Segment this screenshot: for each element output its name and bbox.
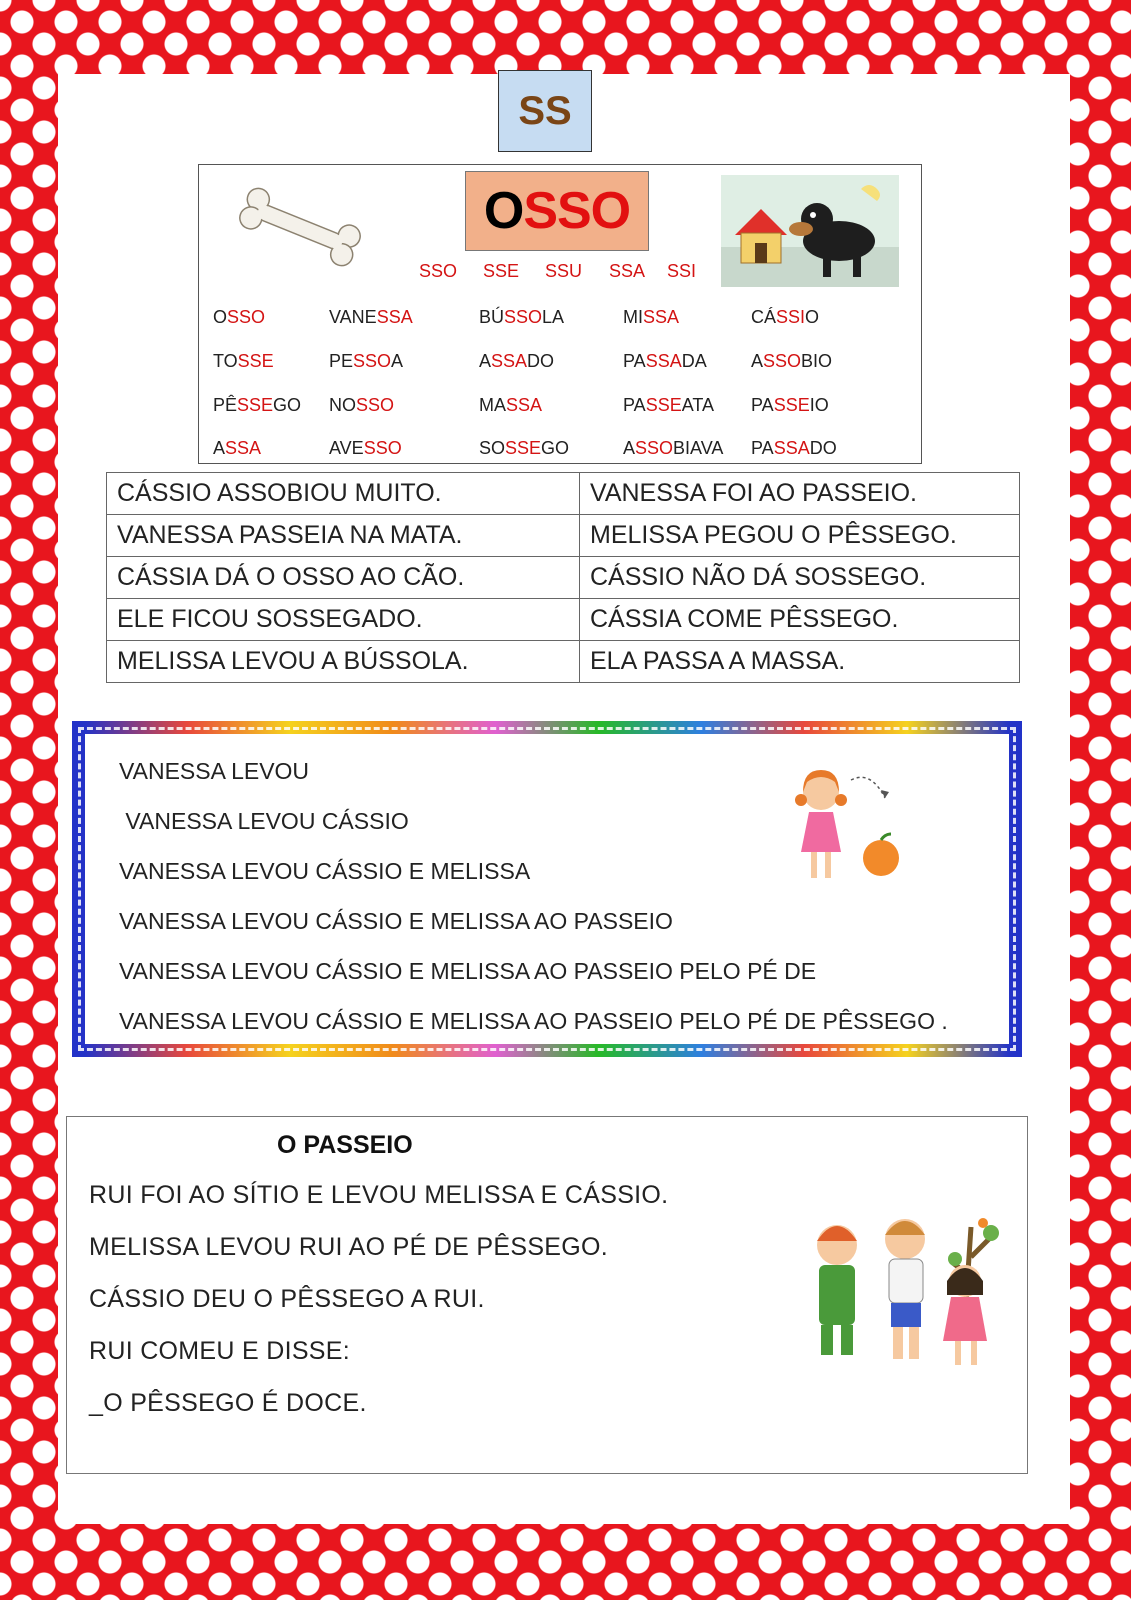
table-row bbox=[107, 557, 1020, 599]
word-part: GO bbox=[273, 395, 302, 415]
table-row bbox=[107, 641, 1020, 683]
cumulative-line: VANESSA LEVOU CÁSSIO E MELISSA AO PASSEIO PELO PÉ DE bbox=[119, 958, 817, 984]
word-part: VANE bbox=[329, 307, 377, 327]
syllable: SSO bbox=[419, 261, 458, 281]
word-part: O bbox=[805, 307, 820, 327]
story-line: CÁSSIO DEU O PÊSSEGO A RUI. bbox=[89, 1285, 485, 1313]
word-item bbox=[751, 395, 829, 416]
word-syllable-highlight: SSE bbox=[505, 438, 542, 458]
sentence-cell: VANESSA PASSEIA NA MATA. bbox=[107, 515, 580, 557]
word-part: A bbox=[623, 438, 636, 458]
word-part: SO bbox=[479, 438, 506, 458]
word-item bbox=[751, 438, 837, 459]
cumulative-line: VANESSA LEVOU CÁSSIO E MELISSA bbox=[119, 858, 531, 884]
word-item bbox=[751, 351, 832, 372]
word-item bbox=[213, 351, 274, 372]
word-part: AVE bbox=[329, 438, 364, 458]
sentence-cell: VANESSA FOI AO PASSEIO. bbox=[580, 473, 1020, 515]
word-part: A bbox=[391, 351, 404, 371]
sentence-cell: MELISSA LEVOU A BÚSSOLA. bbox=[107, 641, 580, 683]
word-syllable-highlight: SSO bbox=[353, 351, 392, 371]
word-item bbox=[623, 438, 723, 459]
word-part: CÁ bbox=[751, 307, 777, 327]
cumulative-line: VANESSA LEVOU CÁSSIO bbox=[119, 808, 409, 834]
word-part: PA bbox=[623, 351, 646, 371]
story-box bbox=[66, 1116, 1028, 1474]
word-part: BIAVA bbox=[673, 438, 724, 458]
girl-with-peach-icon bbox=[785, 762, 915, 890]
word-syllable-highlight: SSO bbox=[356, 395, 395, 415]
word-syllable-highlight: SSE bbox=[645, 395, 682, 415]
word-item bbox=[329, 351, 403, 372]
sentence-cell: ELA PASSA A MASSA. bbox=[580, 641, 1020, 683]
word-part: O bbox=[213, 307, 228, 327]
paperclip-frame bbox=[72, 721, 1022, 1057]
word-part: IO bbox=[809, 395, 829, 415]
story-line: RUI COMEU E DISSE: bbox=[89, 1337, 350, 1365]
word-part: LA bbox=[542, 307, 565, 327]
word-syllable-highlight: SSE bbox=[237, 395, 274, 415]
sentence-cell: CÁSSIO ASSOBIOU MUITO. bbox=[107, 473, 580, 515]
story-line: MELISSA LEVOU RUI AO PÉ DE PÊSSEGO. bbox=[89, 1233, 609, 1261]
table-row bbox=[107, 473, 1020, 515]
osso-title bbox=[465, 171, 649, 251]
word-syllable-highlight: SSO bbox=[635, 438, 674, 458]
word-part: BIO bbox=[801, 351, 833, 371]
word-item bbox=[479, 395, 542, 416]
word-syllable-highlight: SSA bbox=[491, 351, 528, 371]
word-part: MI bbox=[623, 307, 643, 327]
cumulative-line: VANESSA LEVOU CÁSSIO E MELISSA AO PASSEIO PELO PÉ DE PÊSSEGO . bbox=[119, 1008, 948, 1034]
title-first-letter: O bbox=[483, 182, 524, 240]
sentence-table bbox=[106, 472, 1020, 683]
word-part: ATA bbox=[681, 395, 715, 415]
word-part: MA bbox=[479, 395, 506, 415]
story-title: O PASSEIO bbox=[277, 1131, 413, 1159]
word-part: DA bbox=[681, 351, 707, 371]
word-part: A bbox=[751, 351, 764, 371]
word-item bbox=[479, 307, 564, 328]
word-syllable-highlight: SSI bbox=[776, 307, 806, 327]
bone-icon bbox=[229, 187, 371, 267]
story-line: RUI FOI AO SÍTIO E LEVOU MELISSA E CÁSSIO. bbox=[89, 1181, 669, 1209]
word-item bbox=[213, 395, 301, 416]
word-syllable-highlight: SSA bbox=[225, 438, 262, 458]
word-syllable-highlight: SSO bbox=[227, 307, 266, 327]
word-item bbox=[213, 438, 261, 459]
word-syllable-highlight: SSE bbox=[237, 351, 274, 371]
word-part: PÊ bbox=[213, 395, 238, 415]
word-part: BÚ bbox=[479, 307, 505, 327]
dog-icon bbox=[721, 175, 899, 287]
sentence-cell: CÁSSIO NÃO DÁ SOSSEGO. bbox=[580, 557, 1020, 599]
lesson-label: SS bbox=[518, 88, 572, 133]
word-part: DO bbox=[527, 351, 555, 371]
word-item bbox=[329, 307, 413, 328]
word-part: A bbox=[479, 351, 492, 371]
word-syllable-highlight: SSA bbox=[645, 351, 682, 371]
sentence-cell: ELE FICOU SOSSEGADO. bbox=[107, 599, 580, 641]
word-item bbox=[623, 307, 679, 328]
word-part: PE bbox=[329, 351, 354, 371]
syllable: SSA bbox=[609, 261, 646, 281]
word-item bbox=[623, 395, 714, 416]
word-item bbox=[213, 307, 265, 328]
word-item bbox=[329, 438, 402, 459]
children-illustration-icon bbox=[795, 1197, 1017, 1387]
table-row bbox=[107, 515, 1020, 557]
syllable: SSI bbox=[667, 261, 697, 281]
lesson-header bbox=[498, 70, 592, 152]
word-part: PA bbox=[751, 438, 774, 458]
word-item bbox=[479, 438, 569, 459]
word-item bbox=[479, 351, 554, 372]
word-syllable-highlight: SSO bbox=[504, 307, 543, 327]
word-part: A bbox=[213, 438, 226, 458]
word-card bbox=[198, 164, 922, 464]
word-item bbox=[751, 307, 819, 328]
worksheet-page bbox=[58, 74, 1070, 1524]
table-row bbox=[107, 599, 1020, 641]
word-syllable-highlight: SSA bbox=[376, 307, 413, 327]
word-item bbox=[623, 351, 707, 372]
word-syllable-highlight: SSA bbox=[773, 438, 810, 458]
cumulative-line: VANESSA LEVOU bbox=[119, 758, 310, 784]
word-part: PA bbox=[623, 395, 646, 415]
cumulative-line: VANESSA LEVOU CÁSSIO E MELISSA AO PASSEIO bbox=[119, 908, 673, 934]
word-part: NO bbox=[329, 395, 356, 415]
sentence-cell: CÁSSIA DÁ O OSSO AO CÃO. bbox=[107, 557, 580, 599]
syllable: SSE bbox=[483, 261, 520, 281]
word-syllable-highlight: SSE bbox=[773, 395, 810, 415]
word-part: GO bbox=[541, 438, 570, 458]
syllable: SSU bbox=[545, 261, 583, 281]
sentence-cell: MELISSA PEGOU O PÊSSEGO. bbox=[580, 515, 1020, 557]
word-part: TO bbox=[213, 351, 238, 371]
word-syllable-highlight: SSO bbox=[763, 351, 802, 371]
word-syllable-highlight: SSA bbox=[643, 307, 680, 327]
story-line: _O PÊSSEGO É DOCE. bbox=[89, 1389, 367, 1417]
word-part: PA bbox=[751, 395, 774, 415]
sentence-cell: CÁSSIA COME PÊSSEGO. bbox=[580, 599, 1020, 641]
word-part: DO bbox=[809, 438, 837, 458]
title-rest: SSO bbox=[523, 182, 631, 240]
word-item bbox=[329, 395, 394, 416]
word-syllable-highlight: SSO bbox=[363, 438, 402, 458]
word-syllable-highlight: SSA bbox=[506, 395, 543, 415]
